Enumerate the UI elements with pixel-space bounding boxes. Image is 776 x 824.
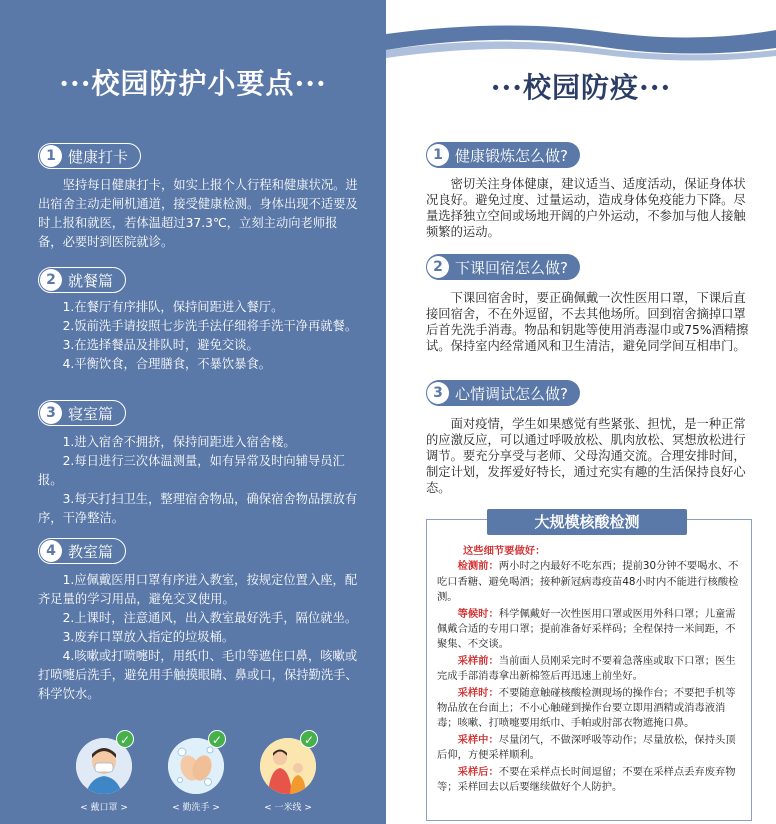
- nat-item-text: 不要在采样点长时间逗留；不要在采样点丢弃废弃物等；采样回去以后要继续做好个人防护。: [437, 765, 736, 794]
- right-section-3-text: [426, 416, 752, 496]
- paragraph: 3.在选择餐品及排队时，避免交谈。: [62, 338, 259, 352]
- nat-item-label: 采样前：: [457, 654, 499, 667]
- right-title: ···校园防疫···: [490, 71, 672, 104]
- left-title: ···校园防护小要点···: [59, 67, 327, 100]
- nat-item: [437, 607, 743, 653]
- right-section-1-header: [426, 142, 580, 168]
- left-section-4-text: [38, 571, 360, 704]
- paragraph: 下课回宿舍时，要正确佩戴一次性医用口罩，下课后直接回宿舍，不在外逗留，不去其他场所。回到宿舍摘掉口罩后首先洗手消毒。物品和钥匙等使用消毒湿巾或75%酒精擦试。保持室内经常通风和卫生清洁，避免同学间互相串门。: [426, 291, 749, 353]
- check-mark-icon: ✓: [116, 730, 134, 748]
- right-section-1-text: [426, 176, 752, 240]
- section-number: 3: [40, 402, 62, 424]
- section-heading: 心情调试怎么做?: [455, 384, 568, 403]
- paragraph: 1.应佩戴医用口罩有序进入教室，按规定位置入座，配齐足量的学习用品，避免交叉使用。: [38, 573, 358, 606]
- nucleic-acid-test-title: 大规模核酸检测: [487, 509, 687, 535]
- section-heading: 寝室篇: [68, 404, 114, 423]
- nat-item: [437, 559, 743, 605]
- paragraph: 3.废弃口罩放入指定的垃圾桶。: [62, 630, 235, 644]
- right-section-3-header: [426, 380, 580, 406]
- paragraph: 1.在餐厅有序排队，保持间距进入餐厅。: [62, 300, 284, 314]
- paragraph: 坚持每日健康打卡，如实上报个人行程和健康状况。进出宿舍主动走闸机通道，接受健康检测。身体出现不适要及时上报和就医，若体温超过37.3℃，立刻主动向老师报备，必要时到医院就诊。: [38, 178, 358, 249]
- paragraph: 3.每天打扫卫生，整理宿舍物品，确保宿舍物品摆放有序，干净整洁。: [38, 492, 358, 525]
- nat-item: [437, 686, 743, 732]
- paragraph: 密切关注身体健康，建议适当、适度活动，保证身体状况良好。避免过度、过量运动，造成身体免疫能力下降。尽量选择独立空间或场地开阔的户外运动，不参加与他人接触频繁的运动。: [426, 177, 746, 239]
- picture-caption: < 一米线 >: [264, 803, 312, 813]
- paragraph: 1.进入宿舍不拥挤，保持间距进入宿舍楼。: [62, 435, 296, 449]
- nucleic-acid-test-box: [426, 513, 752, 821]
- left-section-1-text: [38, 176, 360, 252]
- paragraph: 面对疫情，学生如果感觉有些紧张、担忧，是一种正常的应激反应，可以通过呼吸放松、肌肉放松、冥想放松进行调节。要充分享受与老师、父母沟通交流。合理安排时间，制定计划，发挥爱好特长，通过充实有趣的生活保持良好心态。: [426, 417, 746, 495]
- section-heading: 教室篇: [68, 542, 114, 561]
- nat-intro: 这些细节要做好：: [463, 545, 546, 557]
- left-section-4-header: [38, 538, 126, 564]
- nat-item: [437, 765, 743, 796]
- section-number: 1: [427, 144, 449, 166]
- picture-caption: < 戴口罩 >: [80, 803, 128, 813]
- nat-item-label: 等候时：: [457, 607, 499, 620]
- check-mark-icon: ✓: [300, 730, 318, 748]
- left-section-3-header: [38, 400, 126, 426]
- left-section-2-text: [38, 298, 360, 374]
- paragraph: 4.咳嗽或打喷嚏时，用纸巾、毛巾等遮住口鼻，咳嗽或打喷嚏后洗手，避免用手触摸眼睛、鼻或口，保持勤洗手、科学饮水。: [38, 649, 358, 701]
- left-section-2-header: [38, 267, 126, 293]
- paragraph: 2.上课时，注意通风，出入教室最好洗手，隔位就坐。: [62, 611, 358, 625]
- left-section-3-text: [38, 433, 360, 528]
- nat-item: [437, 733, 743, 764]
- nat-item-label: 检测前：: [457, 560, 499, 573]
- right-section-2-header: [426, 254, 580, 280]
- paragraph: 2.饭前洗手请按照七步洗手法仔细将手洗干净再就餐。: [62, 319, 358, 333]
- wave-decoration: [386, 0, 776, 70]
- picture-caption: < 勤洗手 >: [172, 803, 220, 813]
- section-heading: 下课回宿怎么做?: [455, 258, 568, 277]
- nat-item-label: 采样后：: [457, 765, 499, 778]
- check-mark-icon: ✓: [208, 730, 226, 748]
- nat-item-label: 采样时：: [457, 686, 499, 699]
- section-number: 4: [40, 540, 62, 562]
- nat-item-text: 尽量闭气，不做深呼吸等动作；尽量放松，保持头顶后仰，方便采样顺利。: [437, 733, 736, 762]
- right-section-2-text: [426, 290, 752, 354]
- nat-item-text: 当前面人员刚采完时不要着急落座或取下口罩；医生完成手部消毒拿出新棉签后再迅速上前坐好。: [437, 654, 736, 683]
- nucleic-acid-test-body: [437, 544, 743, 797]
- nat-item-text: 科学佩戴好一次性医用口罩或医用外科口罩；儿童需佩戴合适的专用口罩；提前准备好采样码；全程保持一米间距，不聚集、不交谈。: [437, 607, 736, 651]
- section-heading: 健康打卡: [68, 147, 129, 166]
- nat-item-text: 不要随意触碰核酸检测现场的操作台；不要把手机等物品放在台面上；不小心触碰到操作台要立即用酒精或消毒液消毒；咳嗽、打喷嚏要用纸巾、手帕或肘部衣物遮掩口鼻。: [437, 686, 736, 730]
- section-number: 2: [427, 256, 449, 278]
- section-heading: 健康锻炼怎么做?: [455, 146, 568, 165]
- nat-item-text: 两小时之内最好不吃东西；提前30分钟不要喝水、不吃口香糖、避免喝酒；接种新冠病毒疫苗48小时内不能进行核酸检测。: [437, 560, 739, 604]
- left-panel: [0, 0, 386, 824]
- section-number: 3: [427, 382, 449, 404]
- section-heading: 就餐篇: [68, 271, 114, 290]
- section-number: 1: [40, 145, 62, 167]
- nat-item-label: 采样中：: [457, 733, 499, 746]
- nat-item: [437, 654, 743, 685]
- right-panel: [386, 0, 776, 824]
- paragraph: 4.平衡饮食，合理膳食，不暴饮暴食。: [62, 357, 272, 371]
- illustrations-row: [72, 730, 322, 824]
- section-number: 2: [40, 269, 62, 291]
- paragraph: 2.每日进行三次体温测量，如有异常及时向辅导员汇报。: [38, 454, 345, 487]
- left-section-1-header: [38, 143, 141, 169]
